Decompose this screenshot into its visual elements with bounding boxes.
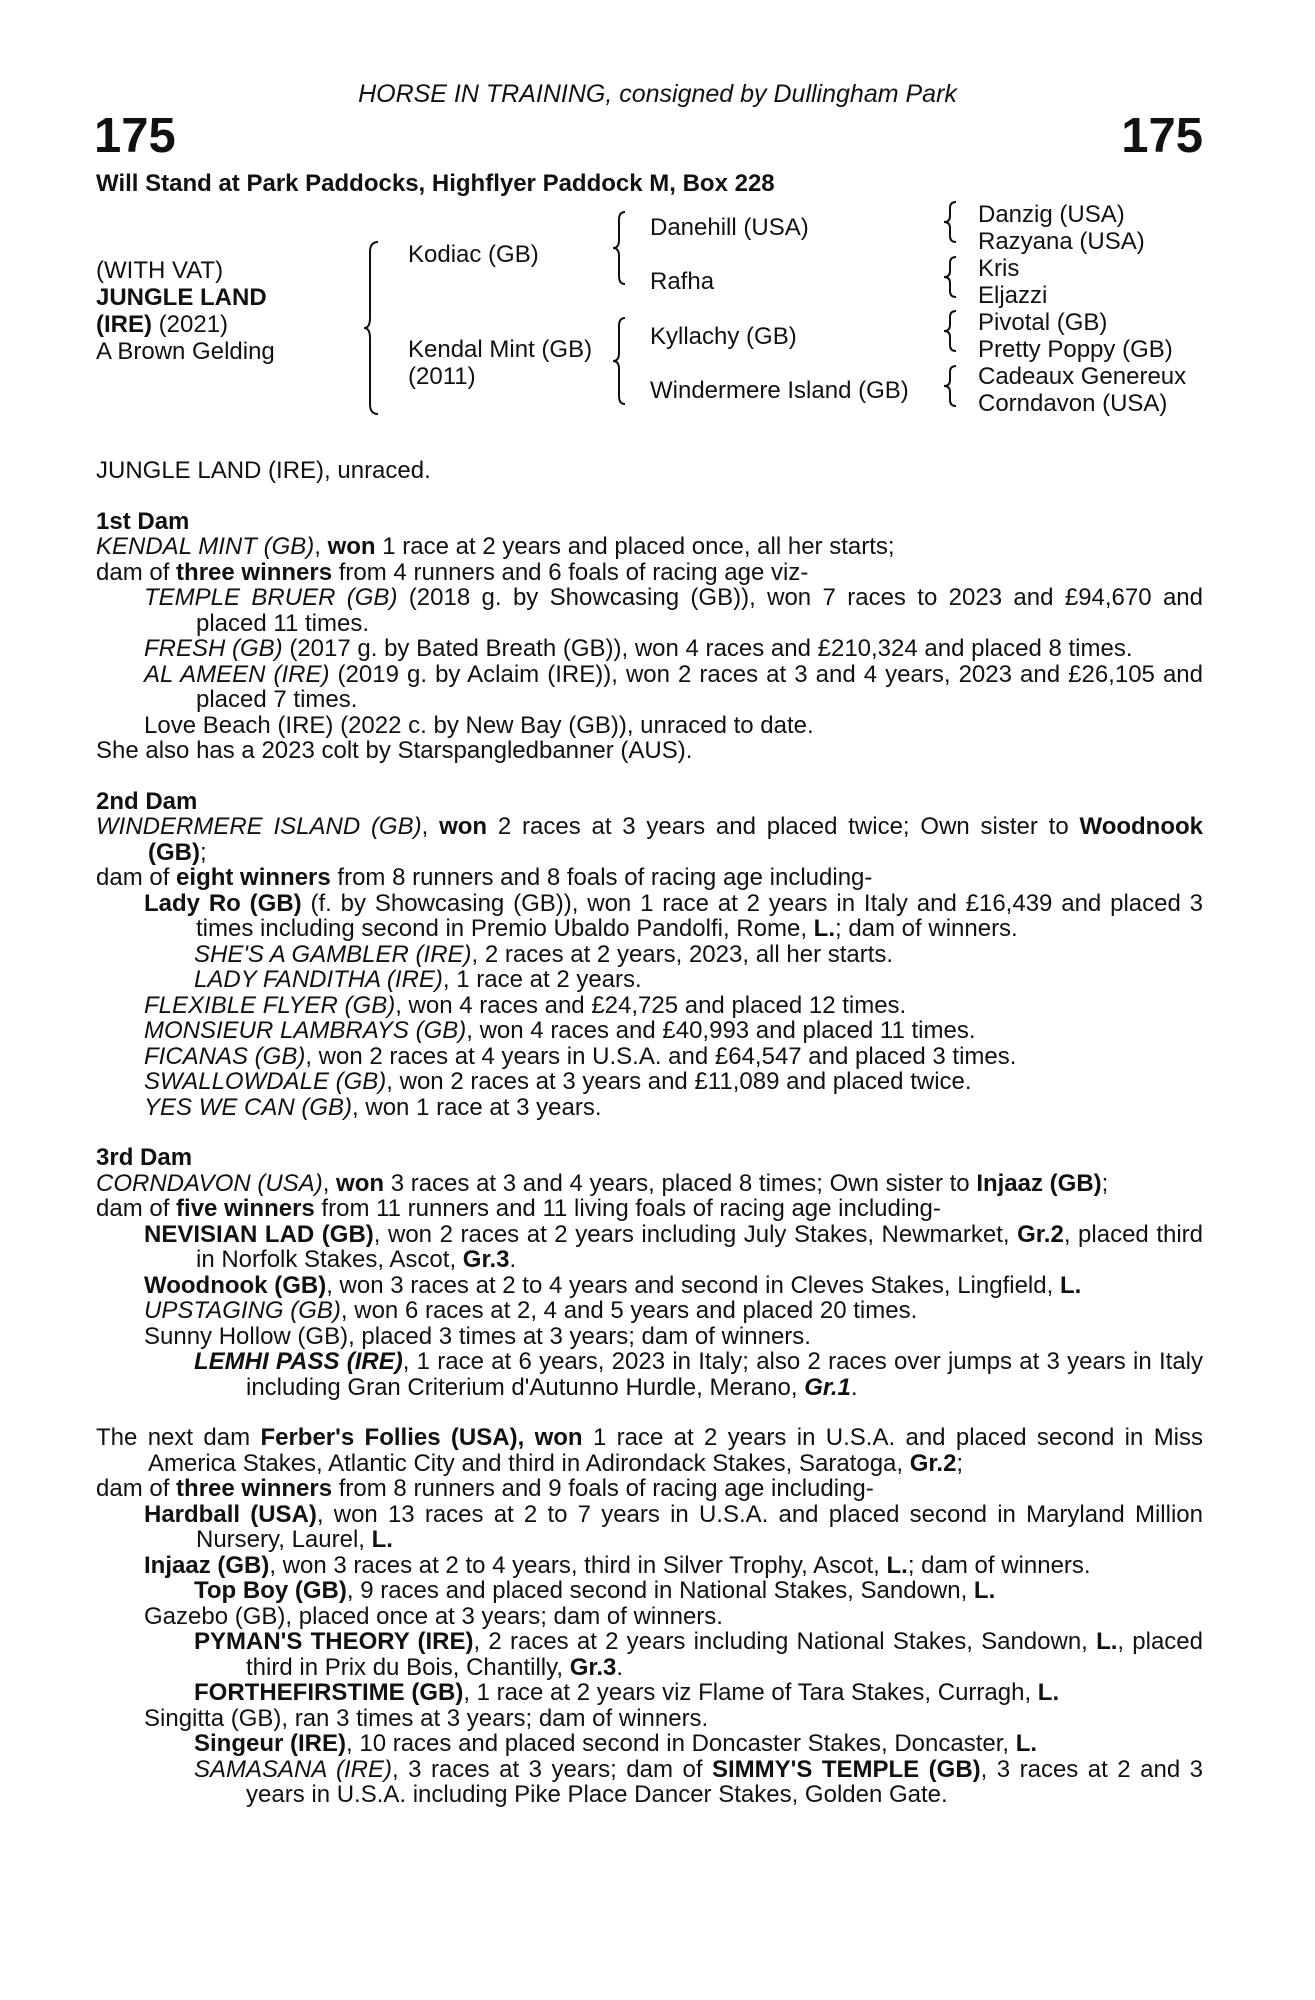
pedigree-dam-dam: Windermere Island (GB) bbox=[650, 377, 909, 404]
pedigree-dam-sire: Kyllachy (GB) bbox=[650, 323, 797, 350]
pedigree-g8: Corndavon (USA) bbox=[978, 390, 1168, 417]
race-grade: L. bbox=[1059, 1271, 1082, 1299]
produce-name: MONSIEUR LAMBRAYS (GB) bbox=[144, 1017, 467, 1044]
produce-record: , won 2 races at 4 years in U.S.A. and £64,547 and placed 3 times. bbox=[305, 1042, 1017, 1070]
race-grade: L. bbox=[813, 915, 835, 942]
summary-suffix: from 8 runners and 9 foals of racing age including- bbox=[332, 1475, 874, 1502]
produce-entry bbox=[96, 1069, 1203, 1095]
won-label: won bbox=[336, 1169, 385, 1197]
pedigree-g7: Cadeaux Genereux bbox=[978, 363, 1187, 390]
produce-name: AL AMEEN (IRE) bbox=[144, 660, 330, 688]
race-grade: Gr.3 bbox=[462, 1246, 510, 1273]
horse-name: JUNGLE LAND bbox=[96, 284, 267, 311]
summary-prefix: dam of bbox=[96, 1195, 177, 1222]
produce-name: YES WE CAN (GB) bbox=[144, 1093, 353, 1121]
produce-entry bbox=[96, 1502, 1203, 1553]
pedigree-sire: Kodiac (GB) bbox=[408, 241, 539, 268]
produce-record: , won 2 races at 3 years and £11,089 and placed twice. bbox=[386, 1068, 972, 1095]
produce-entry bbox=[96, 1298, 1203, 1324]
produce-record: , won 4 races and £40,993 and placed 11 times. bbox=[466, 1017, 976, 1044]
won-label: won bbox=[327, 533, 376, 560]
pedigree-grandparents-1 bbox=[978, 201, 1186, 417]
pedigree-g6: Pretty Poppy (GB) bbox=[978, 336, 1173, 363]
first-dam-name: KENDAL MINT (GB) bbox=[96, 533, 315, 560]
produce-entry: Love Beach (IRE) (2022 c. by New Bay (GB)), unraced to date. bbox=[144, 711, 814, 739]
produce-note: She also has a 2023 colt by Starspangledbanner (AUS). bbox=[96, 737, 693, 764]
produce-record-end: ; dam of winners. bbox=[834, 915, 1018, 942]
grand-produce-entry bbox=[96, 1680, 1203, 1706]
summary-prefix: dam of bbox=[96, 1475, 177, 1502]
pedigree-g2: Razyana (USA) bbox=[978, 228, 1145, 255]
produce-entry bbox=[96, 1553, 1203, 1579]
produce-record-end: , 3 races at 2 and 3 years in U.S.A. including Pike Place Dancer Stakes, Golden Gate. bbox=[246, 1755, 1204, 1808]
first-dam-line: KENDAL MINT (GB), won 1 race at 2 years and placed once, all her starts; bbox=[96, 533, 895, 560]
produce-name: Injaaz (GB) bbox=[144, 1551, 270, 1579]
second-dam-line: WINDERMERE ISLAND (GB), won 2 races at 3 years and placed twice; Own sister to Woodnook (GB); bbox=[96, 813, 1204, 866]
race-grade: Gr.2 bbox=[909, 1449, 957, 1477]
produce-entry: Sunny Hollow (GB), placed 3 times at 3 years; dam of winners. bbox=[144, 1322, 811, 1350]
produce-entry bbox=[96, 636, 1203, 662]
intro-line: JUNGLE LAND (IRE), unraced. bbox=[96, 457, 431, 484]
produce-entry bbox=[96, 891, 1203, 942]
produce-record-end: ; dam of winners. bbox=[907, 1551, 1091, 1579]
third-dam-produce-summary bbox=[96, 1196, 1203, 1222]
horse-year: (2021) bbox=[152, 311, 229, 338]
pedigree-bracket-sire bbox=[613, 210, 633, 286]
produce-record: (f. by Showcasing (GB)), won 1 race at 2 years in Italy and £16,439 and placed 3 times including second in Premio Ubaldo Pandolfi, Rome, bbox=[196, 889, 1204, 942]
pedigree-bracket-g1 bbox=[944, 200, 962, 244]
next-dam-record: 1 race at 2 years in U.S.A. and placed second in Miss America Stakes, Atlantic City and third in Adirondack Stakes, Saratoga, bbox=[148, 1424, 1204, 1477]
third-dam-record: 3 races at 3 and 4 years, placed 8 times; Own sister to bbox=[384, 1169, 977, 1197]
pedigree-bracket-g2 bbox=[944, 255, 962, 299]
pedigree-dam-name: Kendal Mint (GB) bbox=[408, 336, 593, 363]
produce-name: LADY FANDITHA (IRE) bbox=[194, 966, 443, 993]
grand-produce-entry bbox=[96, 1578, 1203, 1604]
produce-name: SAMASANA (IRE) bbox=[194, 1755, 392, 1783]
produce-record: , 2 races at 2 years, 2023, all her starts. bbox=[471, 940, 894, 968]
grand-produce-entry bbox=[96, 1349, 1203, 1400]
produce-entry bbox=[96, 1222, 1203, 1273]
grand-produce-entry bbox=[96, 942, 1203, 968]
produce-record: (2019 g. by Aclaim (IRE)), won 2 races at 3 and 4 years, 2023 and £26,105 and placed 7 times. bbox=[196, 660, 1203, 713]
produce-record: , won 3 races at 2 to 4 years, third in Silver Trophy, Ascot, bbox=[269, 1551, 887, 1579]
produce-record: , 1 race at 6 years, 2023 in Italy; also 2 races over jumps at 3 years in Italy including Gran Criterium d'Autunno Hurdle, Merano, bbox=[246, 1348, 1203, 1401]
pedigree-dam bbox=[408, 336, 592, 390]
pedigree-sire-sire: Danehill (USA) bbox=[650, 214, 809, 241]
produce-entry bbox=[96, 1273, 1203, 1299]
third-dam-line: CORNDAVON (USA), won 3 races at 3 and 4 years, placed 8 times; Own sister to Injaaz (GB); bbox=[96, 1169, 1109, 1197]
produce-record-mid: , placed third in Norfolk Stakes, Ascot, bbox=[196, 1220, 1204, 1273]
produce-record: , won 13 races at 2 to 7 years in U.S.A. and placed second in Maryland Million Nursery, Laurel, bbox=[196, 1500, 1203, 1553]
catalogue-body bbox=[96, 458, 1203, 1808]
won-label: , won bbox=[517, 1424, 583, 1451]
produce-record-end: . bbox=[509, 1246, 517, 1273]
produce-entry bbox=[96, 993, 1203, 1019]
produce-record: , 2 races at 2 years including National Stakes, Sandown, bbox=[473, 1628, 1097, 1655]
produce-record: (2017 g. by Bated Breath (GB)), won 4 races and £210,324 and placed 8 times. bbox=[282, 635, 1133, 662]
produce-name: SHE'S A GAMBLER (IRE) bbox=[194, 940, 472, 968]
vat-note: (WITH VAT) bbox=[96, 257, 224, 284]
produce-name: PYMAN'S THEORY (IRE) bbox=[194, 1628, 474, 1655]
produce-record-end: . bbox=[850, 1373, 858, 1401]
pedigree-bracket-g4 bbox=[944, 364, 962, 408]
summary-suffix: from 8 runners and 8 foals of racing age including- bbox=[330, 864, 873, 891]
race-grade: L. bbox=[973, 1577, 996, 1604]
summary-suffix: from 4 runners and 6 foals of racing age viz- bbox=[332, 558, 809, 586]
horse-description: A Brown Gelding bbox=[96, 338, 275, 365]
produce-name: FRESH (GB) bbox=[144, 635, 283, 662]
stand-location: Will Stand at Park Paddocks, Highflyer Paddock M, Box 228 bbox=[96, 170, 775, 197]
produce-record: , won 4 races and £24,725 and placed 12 times. bbox=[395, 991, 907, 1019]
summary-prefix: dam of bbox=[96, 558, 177, 586]
consignment-heading: HORSE IN TRAINING, consigned by Dullingham Park bbox=[358, 80, 957, 108]
produce-name: FORTHEFIRSTIME (GB) bbox=[194, 1679, 464, 1706]
first-dam-heading: 1st Dam bbox=[96, 507, 190, 535]
produce-record: , won 3 races at 2 to 4 years and second in Cleves Stakes, Lingfield, bbox=[326, 1271, 1060, 1299]
produce-name: SWALLOWDALE (GB) bbox=[144, 1068, 387, 1095]
produce-name: LEMHI PASS (IRE) bbox=[194, 1348, 403, 1375]
produce-entry: Singitta (GB), ran 3 times at 3 years; dam of winners. bbox=[144, 1704, 709, 1732]
grand-produce-entry bbox=[96, 1757, 1203, 1808]
produce-name: Woodnook (GB) bbox=[144, 1271, 327, 1299]
race-grade: L. bbox=[1015, 1730, 1038, 1757]
pedigree-g5: Pivotal (GB) bbox=[978, 309, 1108, 336]
produce-name: Singeur (IRE) bbox=[194, 1730, 347, 1757]
produce-record: , won 6 races at 2, 4 and 5 years and placed 20 times. bbox=[340, 1297, 918, 1324]
first-dam-record: 1 race at 2 years and placed once, all her starts; bbox=[375, 533, 895, 560]
produce-record: , 1 race at 2 years viz Flame of Tara Stakes, Curragh, bbox=[463, 1679, 1038, 1706]
horse-identity bbox=[96, 257, 275, 365]
produce-name: Top Boy (GB) bbox=[194, 1577, 347, 1604]
third-dam-heading: 3rd Dam bbox=[96, 1144, 193, 1171]
race-grade: Gr.3 bbox=[569, 1653, 617, 1681]
grand-produce-entry bbox=[96, 1731, 1203, 1757]
produce-entry bbox=[96, 1044, 1203, 1070]
produce-record: , 3 races at 3 years; dam of bbox=[391, 1755, 712, 1783]
pedigree-g3: Kris bbox=[978, 255, 1020, 282]
pedigree-bracket-dam bbox=[613, 316, 633, 406]
sister-name: Woodnook (GB) bbox=[148, 813, 1204, 866]
produce-entry bbox=[96, 1095, 1203, 1121]
race-grade: L. bbox=[1037, 1679, 1060, 1706]
race-grade: Gr.2 bbox=[1017, 1220, 1064, 1248]
next-dam-name: Ferber's Follies (USA) bbox=[260, 1424, 518, 1451]
third-dam-name: CORNDAVON (USA) bbox=[96, 1169, 323, 1197]
race-grade: L. bbox=[371, 1526, 393, 1553]
pedigree-sire-dam: Rafha bbox=[650, 268, 715, 295]
second-dam-name: WINDERMERE ISLAND (GB) bbox=[96, 813, 422, 840]
horse-country: (IRE) bbox=[96, 311, 152, 338]
produce-record-mid: , placed third in Prix du Bois, Chantilly, bbox=[246, 1628, 1204, 1681]
produce-record: , won 2 races at 2 years including July Stakes, Newmarket, bbox=[373, 1220, 1018, 1248]
winners-count: eight winners bbox=[176, 864, 331, 891]
sister-name: Injaaz (GB) bbox=[976, 1169, 1102, 1197]
produce-record: , 1 race at 2 years. bbox=[442, 966, 642, 993]
pedigree-bracket-g3 bbox=[944, 309, 962, 353]
produce-name: SIMMY'S TEMPLE (GB) bbox=[711, 1755, 981, 1783]
produce-record: (2018 g. by Showcasing (GB)), won 7 races to 2023 and £94,670 and placed 11 times. bbox=[196, 584, 1204, 637]
produce-name: FICANAS (GB) bbox=[144, 1042, 306, 1070]
produce-record-end: . bbox=[616, 1653, 624, 1681]
pedigree-bracket-main bbox=[364, 240, 394, 416]
won-label: won bbox=[439, 813, 488, 840]
race-grade: L. bbox=[1096, 1628, 1118, 1655]
produce-record: , 9 races and placed second in National Stakes, Sandown, bbox=[346, 1577, 974, 1604]
next-dam-prefix: The next dam bbox=[96, 1424, 261, 1451]
line-end: ; bbox=[1101, 1169, 1109, 1197]
first-dam-produce-summary bbox=[96, 560, 1203, 586]
pedigree-dam-year: (2011) bbox=[408, 363, 476, 390]
next-dam-line bbox=[96, 1425, 1203, 1476]
second-dam-heading: 2nd Dam bbox=[96, 787, 198, 815]
grand-produce-entry bbox=[96, 1629, 1203, 1680]
grand-produce-entry bbox=[96, 967, 1203, 993]
produce-entry: Gazebo (GB), placed once at 3 years; dam of winners. bbox=[144, 1602, 723, 1630]
summary-prefix: dam of bbox=[96, 864, 177, 891]
winners-count: five winners bbox=[176, 1195, 315, 1222]
lot-number-right: 175 bbox=[1121, 109, 1203, 163]
produce-name: UPSTAGING (GB) bbox=[144, 1297, 341, 1324]
next-dam-produce-summary bbox=[96, 1476, 1203, 1502]
second-dam-record: 2 races at 3 years and placed twice; Own sister to bbox=[487, 813, 1080, 840]
produce-entry bbox=[96, 1018, 1203, 1044]
produce-name: TEMPLE BRUER (GB) bbox=[144, 584, 398, 611]
pedigree-g1: Danzig (USA) bbox=[978, 201, 1125, 228]
pedigree-g4: Eljazzi bbox=[978, 282, 1048, 309]
race-grade: L. bbox=[886, 1551, 908, 1579]
produce-name: FLEXIBLE FLYER (GB) bbox=[144, 991, 396, 1019]
line-end: ; bbox=[199, 838, 207, 866]
race-grade: Gr.1 bbox=[804, 1373, 851, 1401]
produce-name: Lady Ro (GB) bbox=[144, 889, 302, 917]
lot-number-left: 175 bbox=[94, 109, 176, 163]
produce-entry bbox=[96, 585, 1203, 636]
produce-entry bbox=[96, 662, 1203, 713]
produce-name: NEVISIAN LAD (GB) bbox=[144, 1220, 374, 1248]
produce-name: Hardball (USA) bbox=[144, 1500, 317, 1528]
line-end: ; bbox=[956, 1449, 964, 1477]
second-dam-produce-summary bbox=[96, 865, 1203, 891]
summary-suffix: from 11 runners and 11 living foals of racing age including- bbox=[314, 1195, 941, 1222]
winners-count: three winners bbox=[176, 558, 333, 586]
produce-record: , 10 races and placed second in Doncaster Stakes, Doncaster, bbox=[346, 1730, 1016, 1757]
winners-count: three winners bbox=[176, 1475, 333, 1502]
produce-record: , won 1 race at 3 years. bbox=[352, 1093, 602, 1121]
